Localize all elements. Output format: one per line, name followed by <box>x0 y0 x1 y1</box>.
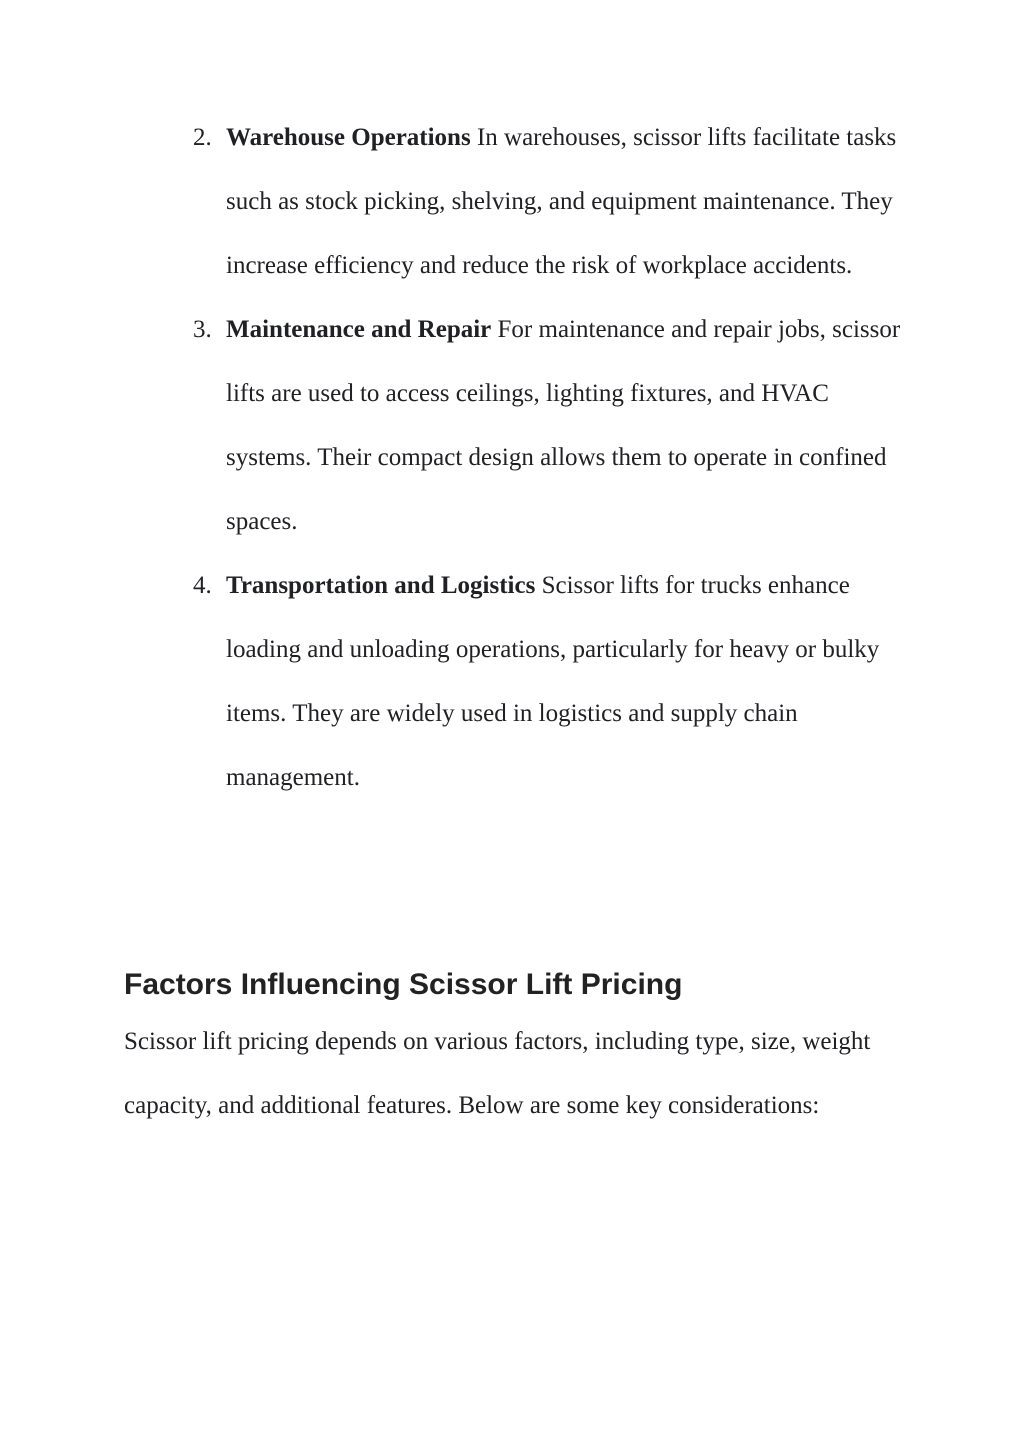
list-item-body: In warehouses, scissor lifts facilitate tasks such as stock picking, shelving, and equipment maintenance. They increase efficiency and reduce the risk of workplace accidents. <box>226 124 897 279</box>
list-item-body: Scissor lifts for trucks enhance loading and unloading operations, particularly for heavy or bulky items. They are widely used in logistics and supply chain management. <box>226 572 880 791</box>
list-item-body: For maintenance and repair jobs, scissor lifts are used to access ceilings, lighting fixtures, and HVAC systems. Their compact design allows them to operate in confined spaces. <box>226 316 901 535</box>
list-item-title: Transportation and Logistics <box>226 572 536 599</box>
list-item-title: Warehouse Operations <box>226 124 471 151</box>
list-item-number: 3. <box>193 316 212 343</box>
list-item-number: 2. <box>193 124 212 151</box>
list-item <box>0 554 1024 810</box>
section-paragraph: Scissor lift pricing depends on various factors, including type, size, weight capacity, and additional features. Below are some key considerations: <box>124 1028 871 1119</box>
numbered-list <box>0 106 1024 810</box>
list-item-number: 4. <box>193 572 212 599</box>
list-item <box>0 106 1024 298</box>
list-item-title: Maintenance and Repair <box>226 316 492 343</box>
list-item <box>0 298 1024 554</box>
section-heading: Factors Influencing Scissor Lift Pricing <box>124 968 683 1001</box>
